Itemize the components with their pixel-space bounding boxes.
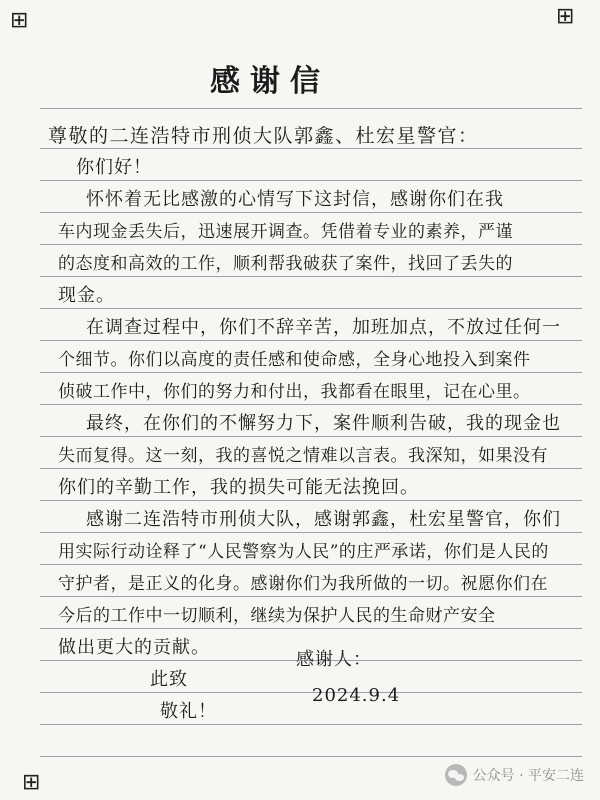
ruled-line: [40, 756, 582, 757]
signer-label: 感谢人：: [296, 649, 372, 670]
body-line: 现金。: [58, 285, 115, 306]
watermark: [445, 764, 584, 786]
wechat-icon: [445, 764, 467, 786]
ruled-line: [40, 628, 582, 629]
body-line: 做出更大的贡献。: [58, 637, 210, 658]
body-line: 侦破工作中，你们的努力和付出，我都看在眼里，记在心里。: [58, 382, 531, 402]
corner-mark-icon: ⊞: [556, 4, 575, 29]
body-line: 用实际行动诠释了“人民警察为人民”的庄严承诺，你们是人民的: [58, 542, 549, 562]
letter-title: 感谢信: [210, 64, 330, 99]
ruled-line: [40, 308, 582, 309]
ruled-line: [40, 244, 582, 245]
watermark-text: 公众号 · 平安二连: [472, 768, 584, 784]
corner-mark-icon: ⊞: [22, 770, 41, 795]
body-line: 的态度和高效的工作，顺利帮我破获了案件，找回了丢失的: [58, 254, 513, 274]
body-line: 感谢二连浩特市刑侦大队，感谢郭鑫，杜宏星警官，你们: [86, 509, 561, 530]
ruled-line: [40, 148, 582, 149]
ruled-line: [40, 212, 582, 213]
ruled-line: [40, 340, 582, 341]
body-line: 今后的工作中一切顺利，继续为保护人民的生命财产安全: [58, 606, 496, 626]
body-line: 守护者，是正义的化身。感谢你们为我所做的一切。祝愿你们在: [58, 574, 548, 594]
body-line: 最终，在你们的不懈努力下，案件顺利告破，我的现金也: [86, 413, 561, 434]
ruled-line: [40, 404, 582, 405]
body-line: 失而复得。这一刻，我的喜悦之情难以言表。我深知，如果没有: [58, 446, 548, 466]
ruled-line: [40, 276, 582, 277]
body-line: 在调查过程中，你们不辞辛苦，加班加点，不放过任何一: [86, 317, 561, 338]
ruled-line: [40, 108, 582, 109]
ruled-line: [40, 180, 582, 181]
ruled-line: [40, 724, 582, 725]
ruled-line: [40, 596, 582, 597]
ruled-line: [40, 436, 582, 437]
body-line: 车内现金丢失后，迅速展开调查。凭借着专业的素养，严谨: [58, 222, 513, 242]
corner-mark-icon: ⊞: [10, 8, 29, 33]
ruled-line: [40, 532, 582, 533]
body-line: 个细节。你们以高度的责任感和使命感，全身心地投入到案件: [58, 350, 531, 370]
letter-date: 2024.9.4: [312, 685, 401, 706]
body-line: 怀怀着无比感激的心情写下这封信，感谢你们在我: [86, 189, 504, 210]
closing-salute: 敬礼！: [160, 701, 217, 722]
ruled-line: [40, 468, 582, 469]
ruled-line: [40, 500, 582, 501]
ruled-line: [40, 372, 582, 373]
salutation: 尊敬的二连浩特市刑侦大队郭鑫、杜宏星警官：: [48, 125, 479, 147]
greeting: 你们好！: [76, 157, 152, 178]
ruled-line: [40, 564, 582, 565]
closing-regards: 此致: [150, 669, 188, 690]
body-line: 你们的辛勤工作，我的损失可能无法挽回。: [58, 477, 419, 498]
